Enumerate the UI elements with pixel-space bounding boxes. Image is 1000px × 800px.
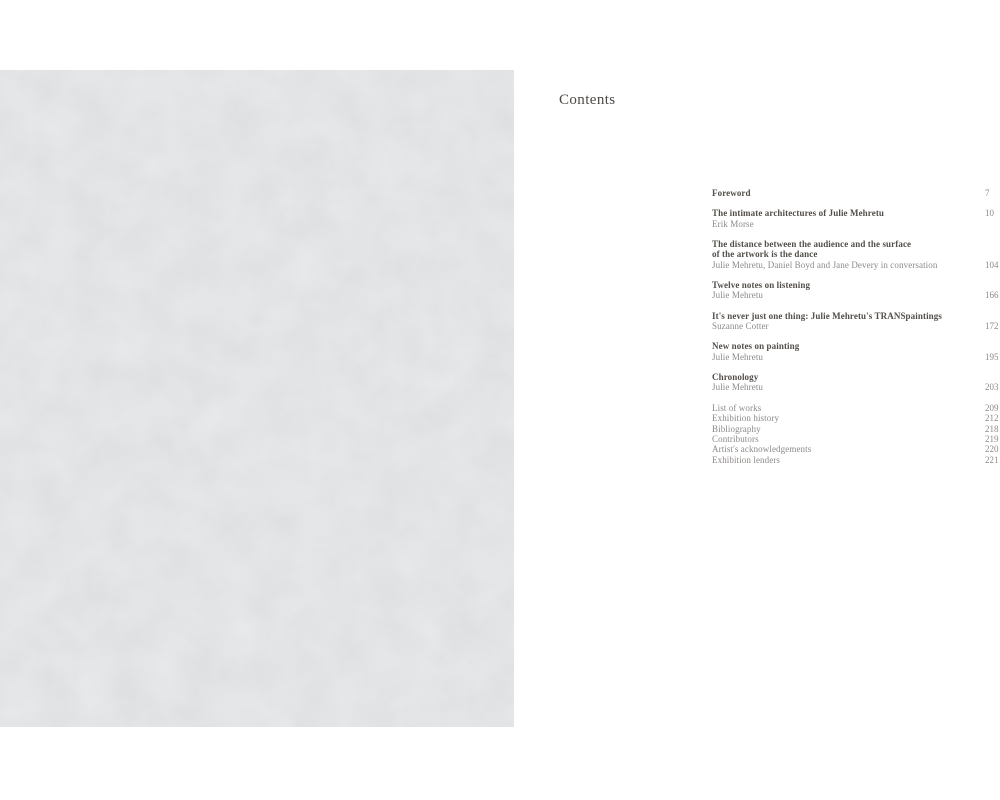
toc-line: [712, 290, 1000, 300]
toc-entry-subtext: Julie Mehretu: [712, 290, 764, 301]
toc-page-number: 10: [985, 208, 994, 219]
toc-entry-subtext: Exhibition history: [712, 413, 780, 424]
toc-line: [712, 434, 1000, 444]
toc-entry-subtext: Julie Mehretu, Daniel Boyd and Jane Devery in conversation: [712, 259, 938, 270]
toc-page-number: 218: [985, 423, 999, 434]
toc-line: [712, 372, 1000, 382]
toc-page-number: 203: [985, 382, 999, 393]
toc-page-number: 219: [985, 433, 999, 444]
toc-line: [712, 249, 1000, 259]
toc-entry: [712, 188, 1000, 198]
toc-line: [712, 239, 1000, 249]
toc-entry-title: It's never just one thing: Julie Mehretu's TRANSpaintings: [712, 310, 942, 321]
contents-heading: Contents: [559, 92, 616, 108]
toc-line: [712, 188, 1000, 198]
toc-entry: [712, 280, 1000, 301]
toc-entry-subtext: List of works: [712, 402, 762, 413]
toc-entry-subtext: Julie Mehretu: [712, 351, 764, 362]
left-page: [0, 70, 514, 727]
toc-entry-subtext: Erik Morse: [712, 218, 754, 229]
toc-entry-title: Foreword: [712, 188, 751, 198]
toc-line: [712, 280, 1000, 290]
toc-line: [712, 311, 1000, 321]
paper-texture: [0, 70, 514, 727]
toc-entry-title: Twelve notes on listening: [712, 280, 811, 291]
toc-line: [712, 413, 1000, 423]
toc-line: [712, 219, 1000, 229]
toc-line: [712, 208, 1000, 218]
toc-line: [712, 321, 1000, 331]
toc-page-number: 7: [985, 188, 990, 198]
toc-entry: [712, 372, 1000, 393]
toc-entry-title: New notes on painting: [712, 341, 800, 352]
table-of-contents: [712, 188, 1000, 475]
toc-entry-subtext: Bibliography: [712, 423, 761, 434]
toc-entry-subtext: Julie Mehretu: [712, 382, 764, 393]
toc-entry-subtext: Suzanne Cotter: [712, 321, 769, 332]
toc-line: [712, 444, 1000, 454]
toc-page-number: 172: [985, 321, 999, 332]
toc-entry-title: Chronology: [712, 372, 759, 383]
toc-line: [712, 260, 1000, 270]
toc-entry: [712, 311, 1000, 332]
toc-page-number: 166: [985, 290, 999, 301]
toc-entry-subtext: Artist's acknowledgements: [712, 444, 812, 455]
toc-page-number: 209: [985, 402, 999, 413]
toc-entry: [712, 403, 1000, 465]
toc-line: [712, 341, 1000, 351]
toc-entry-subtext: Exhibition lenders: [712, 454, 781, 465]
toc-page-number: 220: [985, 444, 999, 455]
toc-page-number: 221: [985, 454, 999, 465]
toc-entry: [712, 208, 1000, 229]
toc-entry-title: of the artwork is the dance: [712, 249, 818, 260]
toc-line: [712, 382, 1000, 392]
toc-page-number: 104: [985, 259, 999, 270]
toc-entry: [712, 341, 1000, 362]
toc-entry: [712, 239, 1000, 270]
toc-line: [712, 455, 1000, 465]
toc-page-number: 212: [985, 413, 999, 424]
toc-line: [712, 403, 1000, 413]
toc-entry-subtext: Contributors: [712, 433, 759, 444]
toc-entry-title: The intimate architectures of Julie Mehretu: [712, 208, 885, 219]
toc-entry-title: The distance between the audience and the surface: [712, 239, 912, 250]
toc-line: [712, 352, 1000, 362]
toc-line: [712, 424, 1000, 434]
toc-page-number: 195: [985, 351, 999, 362]
